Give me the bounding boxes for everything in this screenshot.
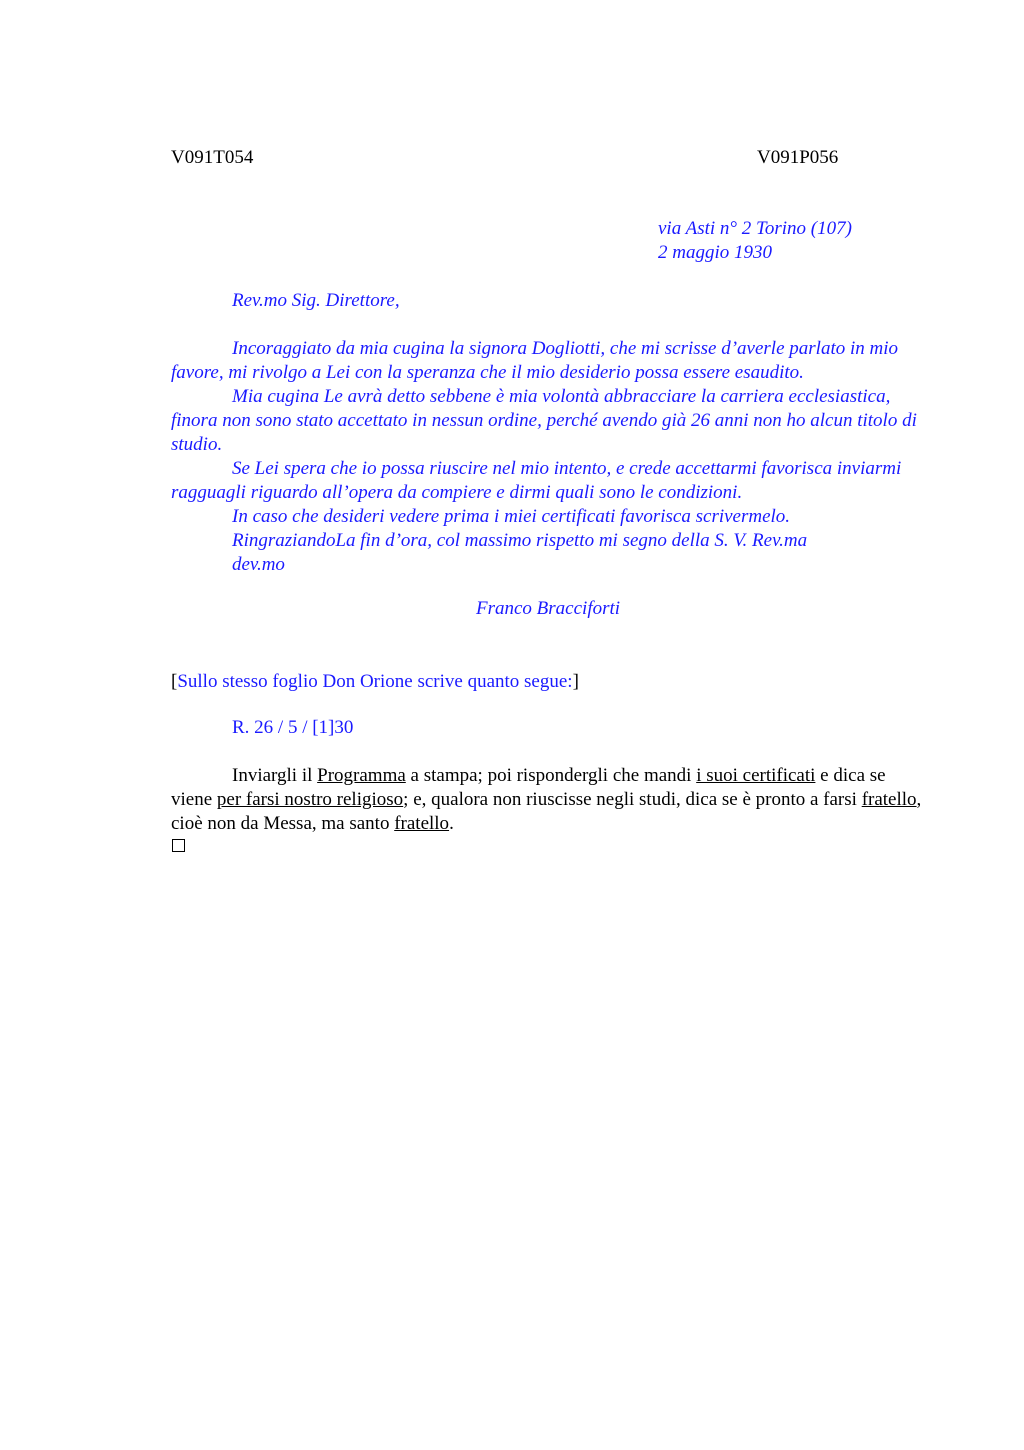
letter-paragraph: Se Lei spera che io possa riuscire nel mio intento, e crede accettarmi favorisca inviarmi ragguagli riguardo all’opera da compiere e dirmi quali sono le condizioni. xyxy=(171,458,902,503)
sender-address: via Asti n° 2 Torino (107) xyxy=(658,218,852,239)
reply-text: a stampa; poi rispondergli che mandi xyxy=(405,765,697,786)
reply-underlined-text: i suoi certificati xyxy=(696,765,816,786)
reply-underlined-text: per farsi nostro religioso xyxy=(216,789,404,810)
editor-note-text: Sullo stesso foglio Don Orione scrive quanto segue: xyxy=(177,671,573,692)
reply-text: e dica se viene xyxy=(171,765,886,810)
letter-paragraph: RingraziandoLa fin d’ora, col massimo rispetto mi segno della S. V. Rev.ma xyxy=(232,530,808,551)
reference-code-right: V091P056 xyxy=(757,147,839,168)
end-marker-box-icon xyxy=(172,839,185,852)
reply-underlined-text: fratello xyxy=(861,789,917,810)
reply-underlined-text: fratello xyxy=(394,813,450,834)
letter-closing: dev.mo xyxy=(232,554,285,575)
editor-note-open-bracket: [ xyxy=(171,671,178,692)
reply-text: Inviargli il xyxy=(232,765,318,786)
reply-date: R. 26 / 5 / [1]30 xyxy=(232,717,354,738)
editor-note-close-bracket: ] xyxy=(572,671,579,692)
reply-text: , cioè non da Messa, ma santo xyxy=(171,789,922,834)
letter-paragraph: In caso che desideri vedere prima i miei certificati favorisca scrivermelo. xyxy=(232,506,791,527)
letter-date: 2 maggio 1930 xyxy=(658,242,772,263)
reply-text: . xyxy=(449,813,454,834)
letter-paragraph: Mia cugina Le avrà detto sebbene è mia volontà abbracciare la carriera ecclesiastica, finora non sono stato accettato in nessun ordine, perché avendo già 26 anni non ho alcun titolo di studio. xyxy=(171,386,917,455)
reply-body xyxy=(171,764,931,836)
signature: Franco Bracciforti xyxy=(476,598,621,619)
editor-note xyxy=(171,670,579,694)
letter-body xyxy=(171,337,931,577)
reference-code-left: V091T054 xyxy=(171,147,254,168)
reply-paragraph xyxy=(171,764,931,836)
reply-underlined-text: Programma xyxy=(317,765,406,786)
reply-text: ; e, qualora non riuscisse negli studi, dica se è pronto a farsi xyxy=(403,789,862,810)
letter-paragraph: Incoraggiato da mia cugina la signora Dogliotti, che mi scrisse d’averle parlato in mio favore, mi rivolgo a Lei con la speranza che il mio desiderio possa essere esaudito. xyxy=(171,338,899,383)
salutation: Rev.mo Sig. Direttore, xyxy=(232,290,400,311)
